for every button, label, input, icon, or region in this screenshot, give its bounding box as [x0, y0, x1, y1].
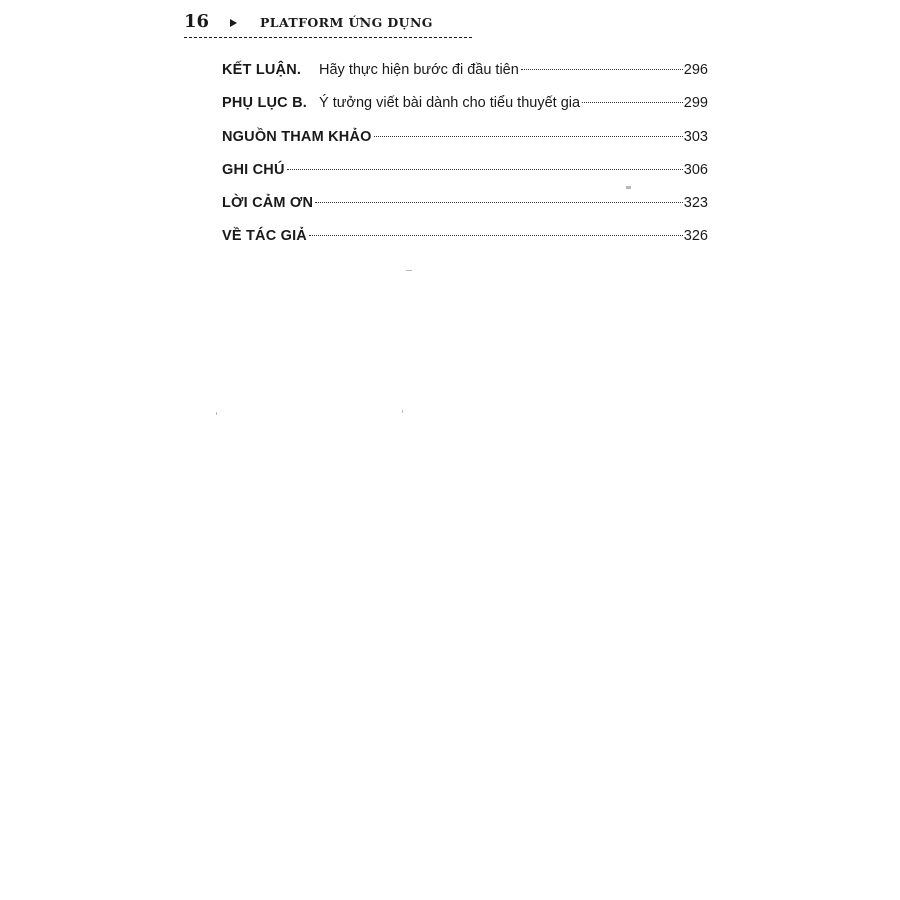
dot-leader — [315, 202, 683, 203]
page-header — [184, 10, 474, 40]
toc-entry-page: 299 — [683, 95, 708, 112]
toc-entry-notes — [222, 158, 708, 191]
toc-entry-label: PHỤ LỤC B. — [222, 95, 307, 112]
triangle-right-icon — [230, 19, 237, 27]
toc-entry-page: 326 — [683, 228, 708, 245]
dot-leader — [582, 102, 683, 103]
toc-entry-page: 306 — [683, 161, 708, 178]
dot-leader — [374, 136, 683, 137]
dot-leader — [287, 169, 683, 170]
toc-entry-label: LỜI CẢM ƠN — [222, 195, 314, 212]
toc-entry-label: GHI CHÚ — [222, 161, 285, 178]
dot-leader — [309, 235, 683, 236]
toc-entry-label: NGUỒN THAM KHẢO — [222, 128, 372, 145]
running-title: PLATFORM ỨNG DỤNG — [260, 15, 433, 30]
header-dashed-rule — [184, 37, 472, 38]
dot-leader — [521, 69, 683, 70]
toc-entry-title: Ý tưởng viết bài dành cho tiểu thuyết gia — [319, 95, 581, 112]
scan-speck — [216, 412, 217, 415]
toc-entry-conclusion — [222, 58, 708, 91]
toc-entry-page: 296 — [683, 62, 708, 78]
toc-entry-label: KẾT LUẬN. — [222, 62, 302, 78]
toc-entry-references — [222, 125, 708, 158]
toc-entry-appendix-b — [222, 91, 708, 124]
toc-entry-label: VỀ TÁC GIẢ — [222, 228, 307, 245]
table-of-contents — [222, 58, 708, 258]
scan-speck — [402, 410, 403, 413]
toc-entry-page: 323 — [683, 195, 708, 212]
toc-entry-acknowledgements — [222, 191, 708, 224]
toc-entry-title: Hãy thực hiện bước đi đầu tiên — [319, 62, 519, 78]
toc-entry-about-author — [222, 224, 708, 257]
page-number: 16 — [184, 11, 210, 32]
scan-speck — [406, 270, 412, 271]
scan-speck — [626, 186, 631, 189]
toc-entry-page: 303 — [683, 128, 708, 145]
